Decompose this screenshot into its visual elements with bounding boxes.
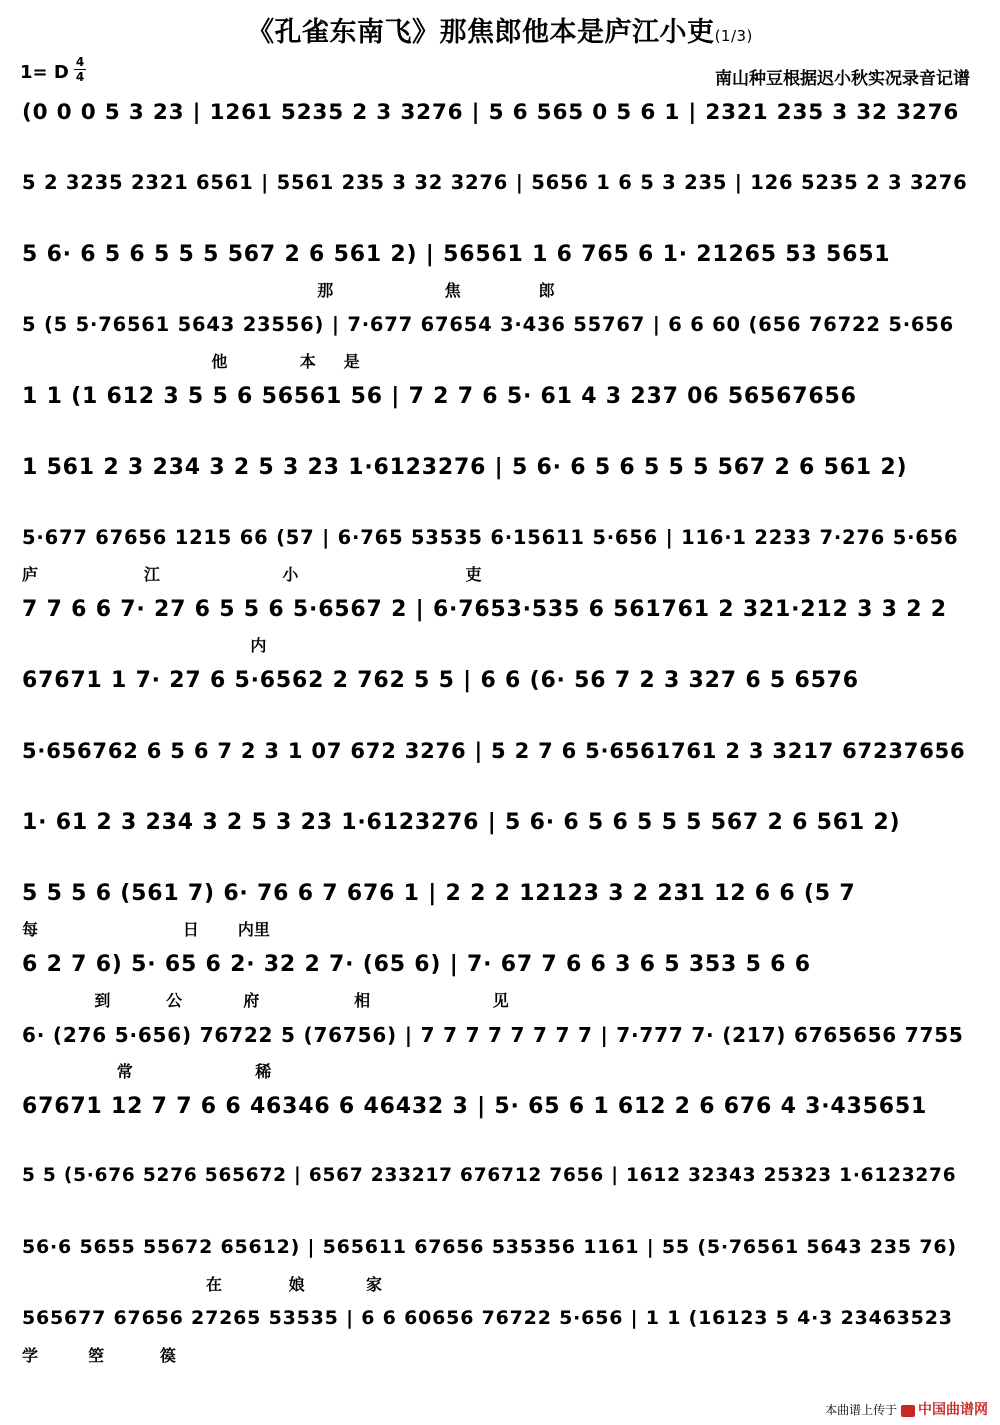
notation-row bbox=[22, 1236, 972, 1302]
lyric-line bbox=[22, 136, 972, 162]
notation-row bbox=[22, 810, 972, 876]
lyric-line: 每 日 内里 bbox=[22, 920, 270, 939]
notation-row bbox=[22, 881, 972, 947]
notation-row bbox=[22, 455, 972, 521]
transcription-credit: 南山种豆根据迟小秋实况录音记谱 bbox=[715, 69, 970, 89]
lyric-line bbox=[22, 1201, 972, 1227]
notation-row bbox=[22, 313, 972, 379]
notation-row bbox=[22, 242, 972, 308]
jianpu-notes: 5·677 67656 1215 66 (57 | 6·765 53535 6·15611 5·656 | 116·1 2233 7·276 5·656 bbox=[22, 526, 959, 549]
lyric-line bbox=[22, 420, 972, 446]
notation-row bbox=[22, 171, 972, 237]
lyric-line: 到 公 府 相 见 bbox=[22, 991, 509, 1010]
jianpu-notes: 565677 67656 27265 53535 | 6 6 60656 76722 5·656 | 1 1 (16123 5 4·3 23463523 bbox=[22, 1307, 953, 1329]
jianpu-notes: 67671 12 7 7 6 6 46346 6 46432 3 | 5· 65 6 1 612 2 6 676 4 3·435651 bbox=[22, 1094, 928, 1119]
upload-footer bbox=[825, 1399, 988, 1419]
notation-row bbox=[22, 668, 972, 734]
jianpu-notes: 5 (5 5·76561 5643 23556) | 7·677 67654 3·436 55767 | 6 6 60 (656 76722 5·656 bbox=[22, 313, 955, 336]
jianpu-notes: 67671 1 7· 27 6 5·6562 2 762 5 5 | 6 6 (6· 56 7 2 3 327 6 5 6576 bbox=[22, 668, 859, 693]
notation-row bbox=[22, 1094, 972, 1160]
key-signature: 1= D bbox=[20, 62, 69, 83]
title-text: 《孔雀东南飞》那焦郎他本是庐江小吏 bbox=[247, 17, 715, 48]
lyric-line: 那 焦 郎 bbox=[22, 281, 555, 300]
jianpu-notes: 5·656762 6 5 6 7 2 3 1 07 672 3276 | 5 2 7 6 5·6561761 2 3 3217 67237656 bbox=[22, 739, 966, 763]
jianpu-notes: 5 6· 6 5 6 5 5 5 567 2 6 561 2) | 56561 1 6 765 6 1· 21265 53 5651 bbox=[22, 242, 891, 267]
meter-bottom: 4 bbox=[75, 70, 85, 84]
jianpu-notes: 1 561 2 3 234 3 2 5 3 23 1·6123276 | 5 6· 6 5 6 5 5 5 567 2 6 561 2) bbox=[22, 455, 908, 480]
lyric-line bbox=[22, 775, 972, 801]
lyric-line: 庐 江 小 吏 bbox=[22, 565, 482, 584]
jianpu-notes: 5 5 5 6 (561 7) 6· 76 6 7 676 1 | 2 2 2 12123 3 2 231 12 6 6 (5 7 bbox=[22, 881, 856, 906]
meter-top: 4 bbox=[75, 55, 85, 69]
notation-row bbox=[22, 384, 972, 450]
jianpu-notes: 56·6 5655 55672 65612) | 565611 67656 535356 1161 | 55 (5·76561 5643 235 76) bbox=[22, 1236, 957, 1258]
jianpu-notes: 1 1 (1 612 3 5 5 6 56561 56 | 7 2 7 6 5· 61 4 3 237 06 56567656 bbox=[22, 384, 857, 409]
part-indicator: (1/3) bbox=[714, 27, 753, 45]
notation-row bbox=[22, 1165, 972, 1231]
notation-row bbox=[22, 739, 972, 805]
lyric-line: 内 bbox=[22, 636, 267, 655]
notation-row bbox=[22, 526, 972, 592]
time-signature bbox=[74, 56, 86, 83]
jianpu-notes: 6· (276 5·656) 76722 5 (76756) | 7 7 7 7 7 7 7 7 | 7·777 7· (217) 6765656 7755 bbox=[22, 1023, 964, 1047]
lyric-line: 常 稀 bbox=[22, 1062, 272, 1081]
notation-row bbox=[22, 1307, 972, 1373]
lyric-line bbox=[22, 704, 972, 730]
lyric-line bbox=[22, 491, 972, 517]
lyric-line bbox=[22, 207, 972, 233]
lyric-line: 在 娘 家 bbox=[22, 1275, 382, 1294]
notation-row bbox=[22, 1023, 972, 1089]
footer-text: 本曲谱上传于 bbox=[825, 1403, 898, 1417]
site-logo-icon bbox=[901, 1405, 915, 1417]
notation-row bbox=[22, 597, 972, 663]
lyric-line: 他 本 是 bbox=[22, 352, 360, 371]
site-name: 中国曲谱网 bbox=[918, 1402, 988, 1418]
jianpu-notes: 7 7 6 6 7· 27 6 5 5 6 5·6567 2 | 6·7653·535 6 561761 2 321·212 3 3 2 2 bbox=[22, 597, 947, 622]
jianpu-notes: 6 2 7 6) 5· 65 6 2· 32 2 7· (65 6) | 7· 67 7 6 6 3 6 5 353 5 6 6 bbox=[22, 952, 811, 977]
lyric-line bbox=[22, 1130, 972, 1156]
score-title bbox=[0, 10, 1000, 49]
jianpu-notes: 5 5 (5·676 5276 565672 | 6567 233217 676712 7656 | 1612 32343 25323 1·6123276 bbox=[22, 1165, 957, 1186]
lyric-line: 学 箜 篌 bbox=[22, 1346, 176, 1365]
lyric-line bbox=[22, 846, 972, 872]
jianpu-notes: (0 0 0 5 3 23 | 1261 5235 2 3 3276 | 5 6 565 0 5 6 1 | 2321 235 3 32 3276 bbox=[22, 100, 960, 125]
notation-row bbox=[22, 952, 972, 1018]
jianpu-notes: 5 2 3235 2321 6561 | 5561 235 3 32 3276 | 5656 1 6 5 3 235 | 126 5235 2 3 3276 bbox=[22, 171, 968, 194]
notation-row bbox=[22, 100, 972, 166]
jianpu-notes: 1· 61 2 3 234 3 2 5 3 23 1·6123276 | 5 6· 6 5 6 5 5 5 567 2 6 561 2) bbox=[22, 810, 901, 835]
